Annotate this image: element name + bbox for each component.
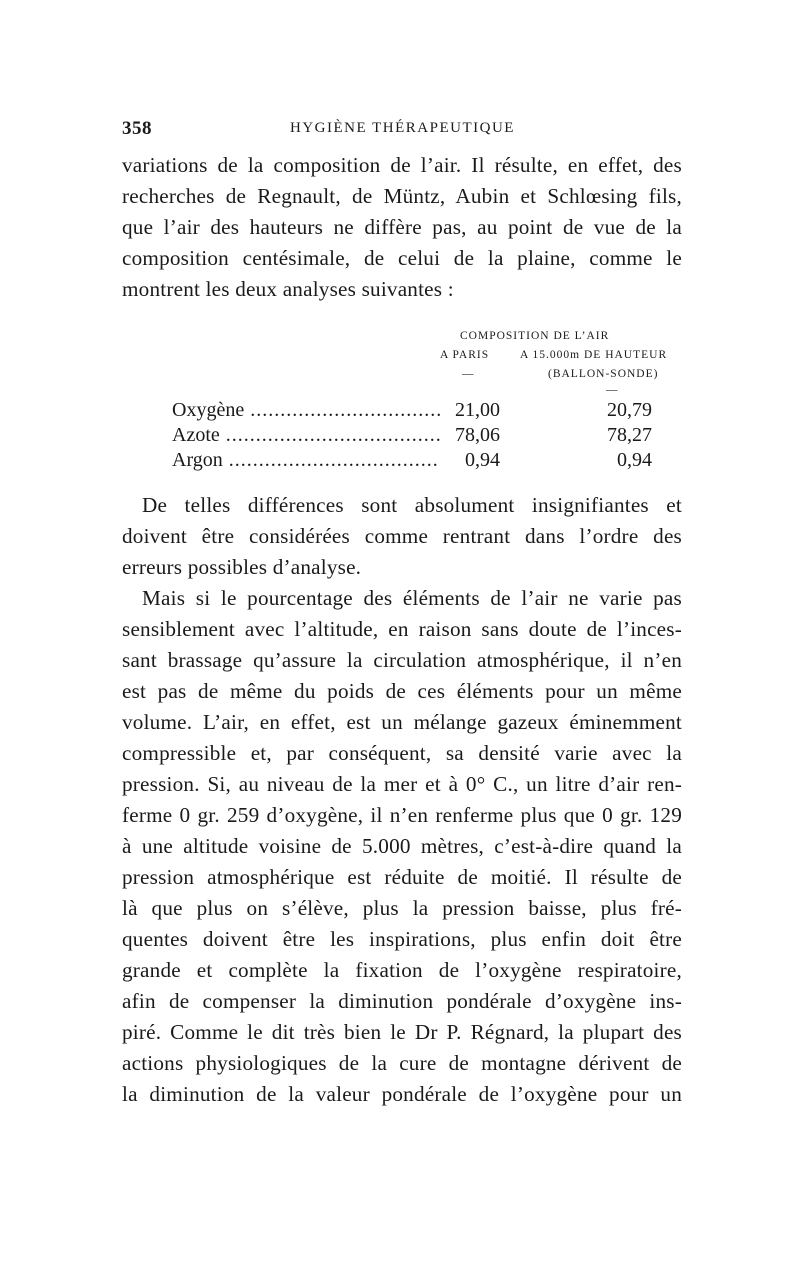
column-header-altitude: A 15.000m DE HAUTEUR [520, 349, 668, 361]
text-line: recherches de Regnault, de Müntz, Aubin et Schlœsing fils, [122, 184, 682, 208]
element-name: Oxygène ..... [172, 398, 440, 423]
text-line: pression atmosphérique est réduite de moitié. Il résulte de [122, 865, 682, 889]
text-line: la diminution de la valeur pondérale de l’oxygène pour un [122, 1082, 682, 1106]
text-line: est pas de même du poids de ces éléments pour un même [122, 679, 682, 703]
paragraph-1 [122, 150, 682, 305]
text-line: pression. Si, au niveau de la mer et à 0° C., un litre d’air ren- [122, 772, 682, 796]
text-line: De telles différences sont absolument insignifiantes et [142, 493, 682, 517]
running-title: HYGIÈNE THÉRAPEUTIQUE [290, 120, 515, 136]
text-line: composition centésimale, de celui de la plaine, comme le [122, 246, 682, 270]
value-altitude: 20,79 [607, 399, 652, 421]
text-line: ferme 0 gr. 259 d’oxygène, il n’en renferme plus que 0 gr. 129 [122, 803, 682, 827]
value-paris: 78,06 [455, 424, 500, 446]
column-subheader-altitude: (BALLON-SONDE) [548, 368, 659, 380]
text-line: doivent être considérées comme rentrant dans l’ordre des [122, 524, 682, 548]
composition-table [172, 398, 672, 473]
text-line: que l’air des hauteurs ne diffère pas, au point de vue de la [122, 215, 682, 239]
text-line: piré. Comme le dit très bien le Dr P. Régnard, la plupart des [122, 1020, 682, 1044]
value-altitude: 78,27 [607, 424, 652, 446]
text-line: grande et complète la fixation de l’oxygène respiratoire, [122, 958, 682, 982]
text-line: variations de la composition de l’air. Il résulte, en effet, des [122, 153, 682, 177]
paragraph-2 [122, 490, 682, 583]
value-paris: 0,94 [465, 449, 500, 471]
column-dash-paris: — [462, 368, 475, 380]
table-row [172, 423, 672, 448]
text-line: volume. L’air, en effet, est un mélange gazeux éminemment [122, 710, 682, 734]
table-row [172, 398, 672, 423]
value-paris: 21,00 [455, 399, 500, 421]
running-head [122, 118, 682, 142]
text-line: compressible et, par conséquent, sa densité varie avec la [122, 741, 682, 765]
element-name: Azote ..... [172, 423, 440, 448]
text-line: sant brassage qu’assure la circulation atmosphérique, il n’en [122, 648, 682, 672]
text-line: à une altitude voisine de 5.000 mètres, c’est-à-dire quand la [122, 834, 682, 858]
text-line: montrent les deux analyses suivantes : [122, 277, 454, 301]
text-line: quentes doivent être les inspirations, plus enfin doit être [122, 927, 682, 951]
text-line: sensiblement avec l’altitude, en raison sans doute de l’inces- [122, 617, 682, 641]
text-line: là que plus on s’élève, plus la pression baisse, plus fré- [122, 896, 682, 920]
value-altitude: 0,94 [617, 449, 652, 471]
column-dash-altitude: — [606, 384, 619, 396]
text-line: afin de compenser la diminution pondérale d’oxygène ins- [122, 989, 682, 1013]
element-name: Argon ..... [172, 448, 440, 473]
text-line: actions physiologiques de la cure de montagne dérivent de [122, 1051, 682, 1075]
page-number: 358 [122, 118, 152, 139]
text-line: erreurs possibles d’analyse. [122, 555, 362, 579]
paragraph-3 [122, 583, 682, 1110]
table-row [172, 448, 672, 473]
column-header-paris: A PARIS [440, 349, 490, 361]
table-caption: COMPOSITION DE L’AIR [460, 330, 610, 342]
text-line: Mais si le pourcentage des éléments de l’air ne varie pas [142, 586, 682, 610]
